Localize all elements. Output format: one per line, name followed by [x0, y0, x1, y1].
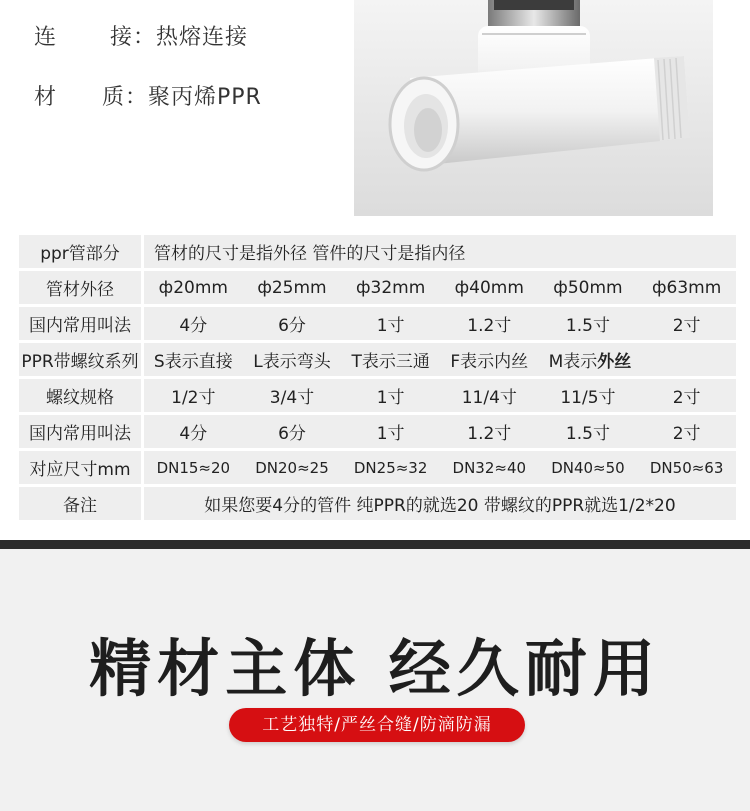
table-cell: DN40≈50 — [539, 451, 638, 484]
table-cell: 如果您要4分的管件 纯PPR的就选20 带螺纹的PPR就选1/2*20 — [144, 487, 736, 520]
material-label-2: 质： — [102, 85, 149, 110]
row-header: 国内常用叫法 — [19, 415, 144, 448]
row-header: 螺纹规格 — [19, 379, 144, 412]
table-cell: 4分 — [144, 415, 243, 448]
table-cell: 1寸 — [341, 307, 440, 340]
table-cell: S表示直接 — [144, 343, 243, 376]
table-cell: DN15≈20 — [144, 451, 243, 484]
table-cell: 管材的尺寸是指外径 管件的尺寸是指内径 — [144, 235, 736, 268]
table-row — [19, 415, 736, 448]
table-cell: 1.5寸 — [539, 307, 638, 340]
table-cell: DN50≈63 — [637, 451, 736, 484]
row-header: 备注 — [19, 487, 144, 520]
material-label-1: 材 — [34, 85, 58, 110]
table-cell: ф25mm — [243, 271, 342, 304]
table-cell: T表示三通 — [341, 343, 440, 376]
table-cell: 1.2寸 — [440, 415, 539, 448]
table-cell: 11/5寸 — [539, 379, 638, 412]
connection-label-2: 接： — [110, 25, 157, 50]
table-cell: ф32mm — [341, 271, 440, 304]
table-row — [19, 451, 736, 484]
table-cell: 3/4寸 — [243, 379, 342, 412]
banner-tagline-pill: 工艺独特/严丝合缝/防滴防漏 — [229, 708, 525, 742]
size-table — [19, 232, 736, 536]
table-cell: 6分 — [243, 307, 342, 340]
cell-text: M表示 — [548, 352, 598, 372]
spec-table-grid — [19, 232, 736, 523]
row-header: ppr管部分 — [19, 235, 144, 268]
row-header: 管材外径 — [19, 271, 144, 304]
table-cell: 4分 — [144, 307, 243, 340]
cell-text-bold: 外丝 — [597, 352, 632, 372]
table-row — [19, 487, 736, 520]
table-row — [19, 271, 736, 304]
table-row — [19, 379, 736, 412]
section-divider-bar — [0, 540, 750, 549]
table-row — [19, 343, 736, 376]
table-cell: DN25≈32 — [341, 451, 440, 484]
table-cell: 2寸 — [637, 415, 736, 448]
table-cell: DN20≈25 — [243, 451, 342, 484]
connection-label-1: 连 — [34, 25, 58, 50]
ppr-tee-fitting-image — [354, 0, 713, 216]
table-row — [19, 235, 736, 268]
table-cell: L表示弯头 — [243, 343, 342, 376]
row-header: 国内常用叫法 — [19, 307, 144, 340]
promo-banner — [0, 549, 750, 811]
connection-spec — [34, 20, 248, 51]
table-cell: 6分 — [243, 415, 342, 448]
material-spec — [34, 80, 262, 111]
banner-slogan: 精材主体 经久耐用 — [89, 632, 661, 705]
table-cell: F表示内丝 — [440, 343, 539, 376]
table-cell: ф20mm — [144, 271, 243, 304]
product-photo — [354, 0, 713, 216]
table-cell — [539, 343, 736, 376]
table-cell: 1.5寸 — [539, 415, 638, 448]
table-cell: 1寸 — [341, 379, 440, 412]
material-value: 聚丙烯PPR — [148, 85, 262, 110]
table-cell: DN32≈40 — [440, 451, 539, 484]
table-row — [19, 307, 736, 340]
table-cell: 2寸 — [637, 307, 736, 340]
table-cell: 2寸 — [637, 379, 736, 412]
table-cell: 11/4寸 — [440, 379, 539, 412]
table-cell: 1.2寸 — [440, 307, 539, 340]
row-header: 对应尺寸mm — [19, 451, 144, 484]
connection-value: 热熔连接 — [156, 25, 249, 50]
table-cell: ф63mm — [637, 271, 736, 304]
table-cell: ф40mm — [440, 271, 539, 304]
table-cell: ф50mm — [539, 271, 638, 304]
row-header: PPR带螺纹系列 — [19, 343, 144, 376]
table-cell: 1寸 — [341, 415, 440, 448]
table-cell: 1/2寸 — [144, 379, 243, 412]
spec-section — [0, 0, 750, 228]
